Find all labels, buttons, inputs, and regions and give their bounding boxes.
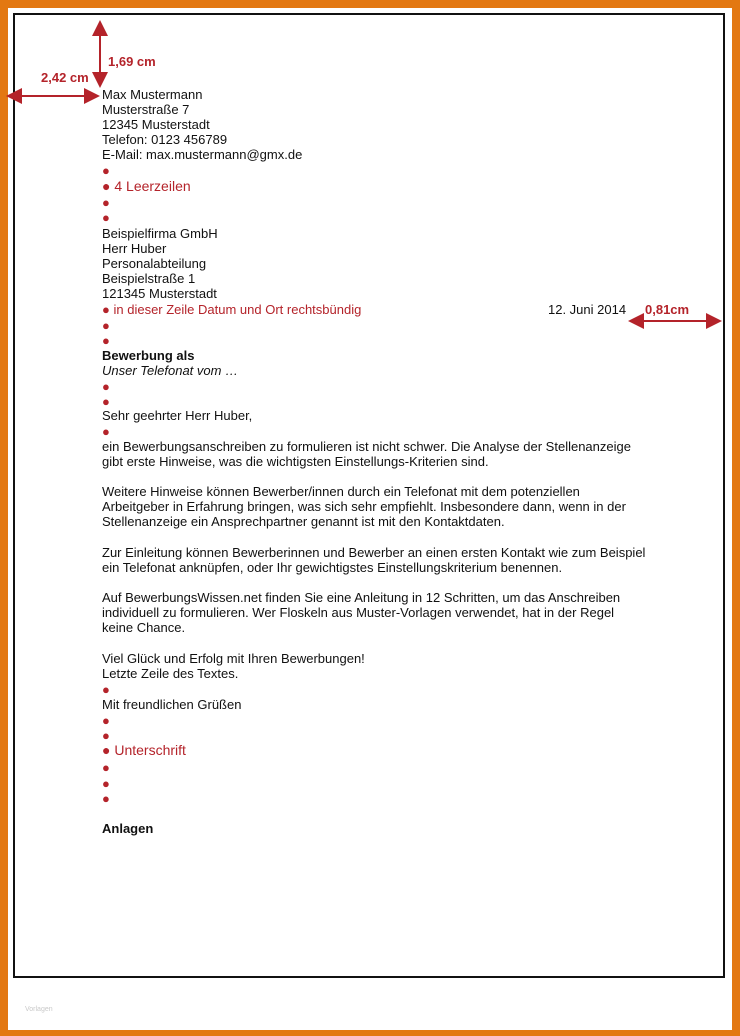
signature-note [102,743,186,758]
body-line: gibt erste Hinweise, was die wichtigsten Einstellungs-Kriterien sind. [102,454,489,469]
reference-line: Unser Telefonat vom … [102,363,239,378]
regards-line: Mit freundlichen Grüßen [102,697,242,712]
blank-line-bullet: ● [102,210,110,225]
body-line: Zur Einleitung können Bewerberinnen und Bewerber an einen ersten Kontakt wie zum Beispiel [102,545,646,560]
closing-line: Letzte Zeile des Textes. [102,666,239,681]
body-line: Auf BewerbungsWissen.net finden Sie eine Anleitung in 12 Schritten, um das Anschreiben [102,590,621,605]
recipient-line: Herr Huber [102,241,167,256]
note-bullet: ● [102,178,111,194]
blank-line-bullet: ● [102,394,110,409]
blank-line-bullet: ● [102,424,110,439]
sender-line: Max Mustermann [102,87,203,102]
footer-watermark: Vorlagen [25,1006,53,1013]
blank-line-bullet: ● [102,318,110,333]
body-line: ein Telefonat anknüpfen, oder Ihr gewichtigstes Einstellungskriterium benennen. [102,560,563,575]
attachments-label: Anlagen [102,821,154,836]
left-margin-label: 2,42 cm [41,70,89,85]
recipient-line: Personalabteilung [102,256,207,271]
blank-line-bullet: ● [102,728,110,743]
closing-line: Viel Glück und Erfolg mit Ihren Bewerbungen! [102,651,365,666]
blank-line-bullet: ● [102,760,110,775]
body-line: keine Chance. [102,620,186,635]
recipient-line: 121345 Musterstadt [102,286,217,301]
blank-line-bullet: ● [102,195,110,210]
subject-line: Bewerbung als [102,348,195,363]
sender-line: Musterstraße 7 [102,102,190,117]
date-line-note [102,302,361,317]
note-bullet: ● [102,302,110,317]
four-lines-note [102,179,191,194]
recipient-line: Beispielfirma GmbH [102,226,218,241]
sender-line: E-Mail: max.mustermann@gmx.de [102,147,303,162]
blank-line-bullet: ● [102,713,110,728]
note-bullet: ● [102,742,111,758]
blank-line-bullet: ● [102,333,110,348]
body-line: individuell zu formulieren. Wer Floskeln aus Muster-Vorlagen verwendet, hat in der Regel [102,605,615,620]
note-text: in dieser Zeile Datum und Ort rechtsbündig [113,302,362,317]
blank-line-bullet: ● [102,163,110,178]
sender-line: 12345 Musterstadt [102,117,210,132]
blank-line-bullet: ● [102,682,110,697]
note-text: Unterschrift [114,742,186,758]
blank-line-bullet: ● [102,776,110,791]
body-line: Weitere Hinweise können Bewerber/innen durch ein Telefonat mit dem potenziellen [102,484,580,499]
body-line: Arbeitgeber in Erfahrung bringen, was sich sehr empfiehlt. Insbesondere dann, wenn in der [102,499,626,514]
recipient-line: Beispielstraße 1 [102,271,196,286]
blank-line-bullet: ● [102,379,110,394]
body-line: Stellenanzeige ein Ansprechpartner genannt ist mit den Kontaktdaten. [102,514,505,529]
right-margin-label: 0,81cm [645,302,690,317]
sender-line: Telefon: 0123 456789 [102,132,228,147]
letter-date: 12. Juni 2014 [548,302,627,317]
note-text: 4 Leerzeilen [114,178,191,194]
salutation: Sehr geehrter Herr Huber, [102,408,253,423]
blank-line-bullet: ● [102,791,110,806]
body-line: ein Bewerbungsanschreiben zu formulieren ist nicht schwer. Die Analyse der Stellenanzeige [102,439,631,454]
top-margin-label: 1,69 cm [108,54,156,69]
